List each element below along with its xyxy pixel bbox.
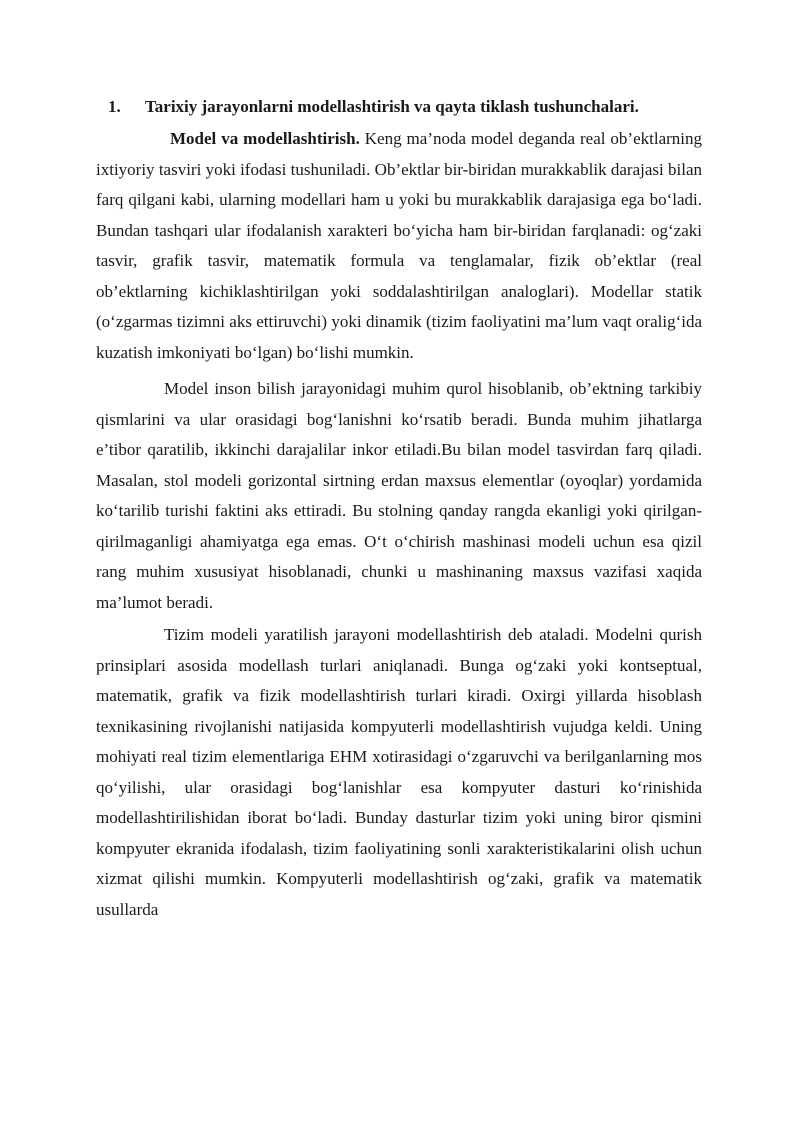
paragraph-modelling-types: Tizim modeli yaratilish jarayoni modellashtirish deb ataladi. Modelni qurish prinsiplari asosida modellash turlari aniqlanadi. Bunga og‘zaki yoki kontseptual, matematik, grafik va fizik modellashtirish turlari kiradi. Oxirgi yillarda hisoblash texnikasining rivojlanishi natijasida kompyuterli modellashtirish vujudga keldi. Uning mohiyati real tizim elementlariga EHM xotirasidagi o‘zgaruvchi va berilganlarning mos qo‘yilishi, ular orasidagi bog‘lanishlar esa kompyuter dasturi ko‘rinishida modellashtirilishidan iborat bo‘ladi. Bunday dasturlar tizim yoki uning biror qismini kompyuter ekranida ifodalash, tizim faoliyatining sonli xarakteristikalarini olish uchun xizmat qilishi mumkin. Kompyuterli modellashtirish og‘zaki, grafik va matematik usullarda (96, 625, 702, 919)
section-title: Tarixiy jarayonlarni modellashtirish va qayta tiklash tushunchalari. (145, 97, 639, 116)
paragraph-body-text: Keng ma’noda model deganda real ob’ektlarning ixtiyoriy tasviri yoki ifodasi tushuniladi. Ob’ektlar bir-biridan murakkablik darajasi bilan farq qilgani kabi, ularning modellari ham u yoki bu murakkablik darajasiga ega bo‘ladi. Bundan tashqari ular ifodalanish xarakteri bo‘yicha ham bir-biridan farqlanadi: og‘zaki tasvir, grafik tasvir, matematik formula va tenglamalar, fizik ob’ektlar (real ob’ektlarning kichiklashtirilgan yoki soddalashtirilgan analoglari). Modellar statik (o‘zgarmas tizimni aks ettiruvchi) yoki dinamik (tizim faoliyatini ma’lum vaqt oralig‘ida kuzatish imkoniyati bo‘lgan) bo‘lishi mumkin. (96, 129, 703, 362)
paragraph-lead-term: Model va modellashtirish. (170, 129, 360, 148)
document-page (96, 92, 702, 925)
paragraph-model-purpose: Model inson bilish jarayonidagi muhim qurol hisoblanib, ob’ektning tarkibiy qismlarini va ular orasidagi bog‘lanishni ko‘rsatib beradi. Bunda muhim jihatlarga e’tibor qaratilib, ikkinchi darajalilar inkor etiladi.Bu bilan model tasvirdan farq qiladi. Masalan, stol modeli gorizontal sirtning erdan maxsus elementlar (oyoqlar) yordamida ko‘tarilib turishi faktini aks ettiradi. Bu stolning qanday rangda ekanligi yoki qirilgan-qirilmaganligi ahamiyatga ega emas. O‘t o‘chirish mashinasi modeli uchun esa qizil rang muhim xususiyat hisoblanadi, chunki u mashinaning maxsus vazifasi xaqida ma’lumot beradi. (96, 379, 702, 612)
section-number: 1. (108, 97, 121, 116)
section-heading (108, 92, 702, 122)
paragraph-model-definition (96, 124, 702, 368)
